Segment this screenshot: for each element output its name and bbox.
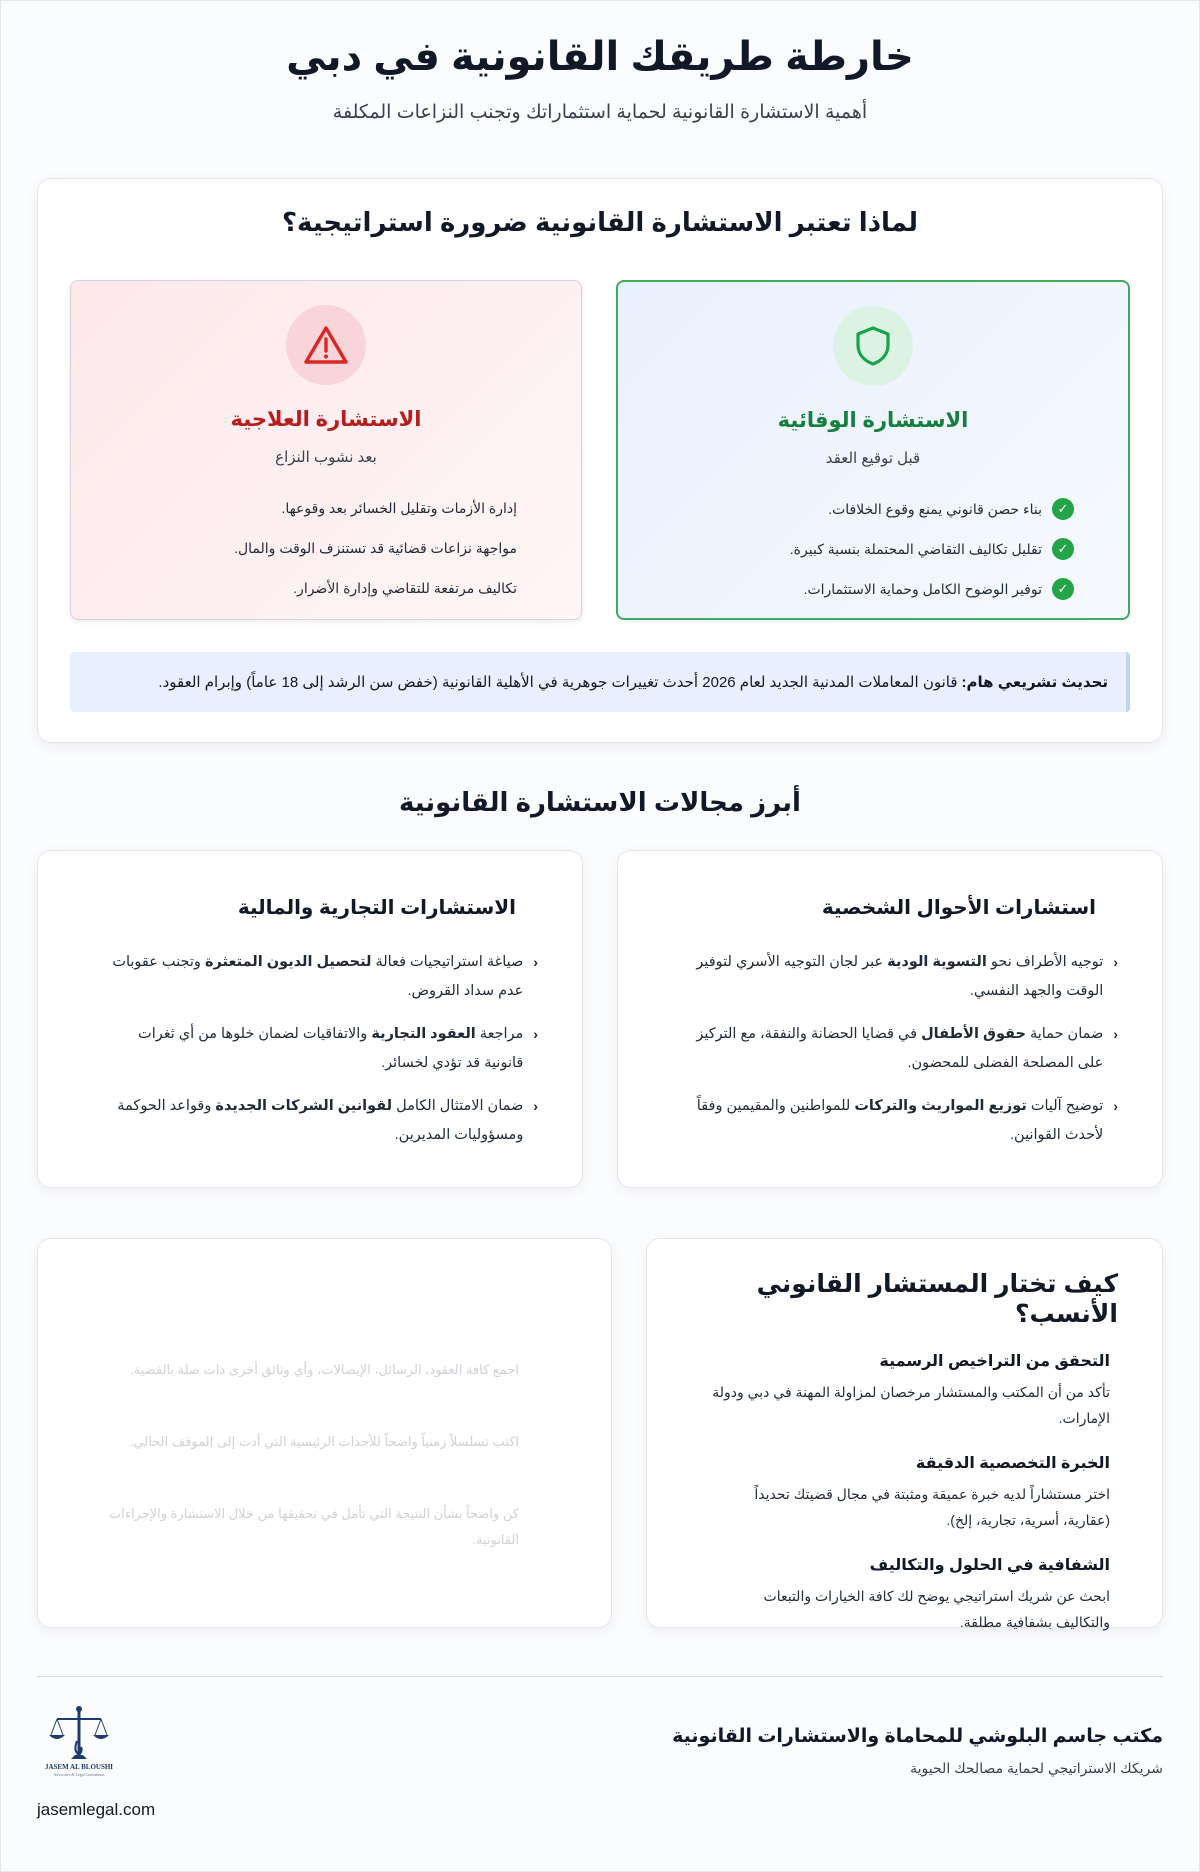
website-link[interactable]: jasemlegal.com <box>37 1800 156 1819</box>
faded-item: كن واضحاً بشأن النتيجة التي تأمل في تحقيقها من خلال الاستشارة والإجراءات القانونية. <box>108 1506 519 1547</box>
office-name: مكتب جاسم البلوشي للمحاماة والاستشارات القانونية <box>672 1726 1163 1747</box>
faded-item: اكتب تسلسلاً زمنياً واضحاً للأحداث الرئيسية التي أدت إلى الموقف الحالي. <box>129 1434 519 1449</box>
legal-update-banner <box>70 652 1130 712</box>
preventive-icon-circle <box>833 306 913 386</box>
list-item <box>98 1020 538 1078</box>
footer <box>37 1676 1163 1820</box>
chevron-left-icon: ‹ <box>1113 1098 1118 1114</box>
check-icon: ✓ <box>1052 578 1074 600</box>
commercial-list <box>98 948 538 1150</box>
page-subtitle: أهمية الاستشارة القانونية لحماية استثماراتك وتجنب النزاعات المكلفة <box>332 102 868 123</box>
list-item-text: ضمان حماية حقوق الأطفال في قضايا الحضانة والنفقة، مع التركيز على المصلحة الفضلى للمحضون. <box>696 1026 1104 1071</box>
list-item <box>98 1092 538 1150</box>
personal-status-card <box>617 850 1163 1188</box>
chevron-left-icon: ‹ <box>533 1026 538 1042</box>
remedial-card <box>70 280 582 620</box>
tip-title: التحقق من التراخيص الرسمية <box>879 1353 1110 1370</box>
preventive-list <box>642 489 1104 609</box>
remedial-list <box>95 488 557 608</box>
commercial-card <box>37 850 583 1188</box>
chevron-left-icon: ‹ <box>1113 1026 1118 1042</box>
list-item-text: توفير الوضوح الكامل وحماية الاستثمارات. <box>803 580 1042 597</box>
update-label: تحديث تشريعي هام: <box>961 674 1108 691</box>
commercial-title: الاستشارات التجارية والمالية <box>237 897 516 919</box>
list-item-text: مواجهة نزاعات قضائية قد تستنزف الوقت والمال. <box>234 539 517 556</box>
list-item-text: تكاليف مرتفعة للتقاضي وإدارة الأضرار. <box>293 579 517 596</box>
areas-grid <box>37 850 1163 1188</box>
hero-header <box>37 1 1163 124</box>
tip-item <box>707 1453 1118 1533</box>
tip-item <box>707 1351 1118 1431</box>
faded-item: اجمع كافة العقود، الرسائل، الإيصالات، وأي وثائق أخرى ذات صلة بالقضية. <box>130 1362 519 1377</box>
remedial-icon-circle <box>286 305 366 385</box>
tip-text: اختر مستشاراً لديه خبرة عميقة ومثبتة في مجال قضيتك تحديداً (عقارية، أسرية، تجارية، إلخ). <box>754 1486 1110 1528</box>
scales-of-justice-logo <box>37 1701 121 1781</box>
list-item-text: صياغة استراتيجيات فعالة لتحصيل الديون المتعثرة وتجنب عقوبات عدم سداد القروض. <box>112 954 524 999</box>
preventive-card <box>616 280 1130 620</box>
why-section <box>37 178 1163 743</box>
chevron-left-icon: ‹ <box>533 954 538 970</box>
consultation-types <box>70 280 1130 620</box>
list-item <box>95 568 517 608</box>
svg-text:JASEM AL BLOUSHI: JASEM AL BLOUSHI <box>44 1763 114 1771</box>
list-item-text: ضمان الامتثال الكامل لقوانين الشركات الجديدة وقواعد الحوكمة ومسؤوليات المديرين. <box>117 1098 524 1143</box>
personal-status-title: استشارات الأحوال الشخصية <box>821 897 1096 919</box>
footer-office-info <box>672 1701 1163 1820</box>
svg-text:Advocates & Legal Consultants: Advocates & Legal Consultants <box>53 1772 105 1777</box>
list-item-text: بناء حصن قانوني يمنع وقوع الخلافات. <box>828 500 1042 517</box>
list-item <box>678 1092 1118 1150</box>
footer-brand <box>37 1701 155 1820</box>
tip-text: ابحث عن شريك استراتيجي يوضح لك كافة الخيارات والتبعات والتكاليف بشفافية مطلقة. <box>763 1588 1110 1630</box>
list-item <box>642 569 1074 609</box>
check-icon: ✓ <box>1052 498 1074 520</box>
list-item <box>98 948 538 1006</box>
chevron-left-icon: ‹ <box>1113 954 1118 970</box>
office-tagline: شريكك الاستراتيجي لحماية مصالحك الحيوية <box>910 1760 1163 1776</box>
remedial-subtitle: بعد نشوب النزاع <box>275 449 377 466</box>
check-icon: ✓ <box>1052 538 1074 560</box>
list-item-text: مراجعة العقود التجارية والاتفاقيات لضمان خلوها من أي ثغرات قانونية قد تؤدي لخسائر. <box>138 1026 524 1071</box>
list-item <box>95 488 517 528</box>
tip-title: الخبرة التخصصية الدقيقة <box>915 1455 1110 1472</box>
shield-icon <box>854 325 892 367</box>
list-item <box>642 489 1074 529</box>
tip-text: تأكد من أن المكتب والمستشار مرخصان لمزاولة المهنة في دبي ودولة الإمارات. <box>712 1384 1110 1426</box>
preparation-card-faded <box>37 1238 612 1628</box>
list-item-text: توجيه الأطراف نحو التسوية الودية عبر لجان التوجيه الأسري لتوفير الوقت والجهد النفسي. <box>696 954 1104 999</box>
list-item <box>678 948 1118 1006</box>
preventive-title: الاستشارة الوقائية <box>777 409 969 432</box>
guidance-row <box>37 1238 1163 1628</box>
areas-title: أبرز مجالات الاستشارة القانونية <box>399 787 801 817</box>
personal-status-list <box>678 948 1118 1150</box>
why-title: لماذا تعتبر الاستشارة القانونية ضرورة استراتيجية؟ <box>281 207 919 237</box>
tip-item <box>707 1555 1118 1635</box>
warning-icon <box>303 324 349 366</box>
choose-advisor-title: كيف تختار المستشار القانوني الأنسب؟ <box>756 1270 1118 1328</box>
list-item <box>95 528 517 568</box>
list-item <box>678 1020 1118 1078</box>
list-item-text: توضيح آليات توزيع المواريث والتركات للمواطنين والمقيمين وفقاً لأحدث القوانين. <box>696 1098 1104 1143</box>
list-item-text: إدارة الأزمات وتقليل الخسائر بعد وقوعها. <box>281 499 517 516</box>
list-item <box>642 529 1074 569</box>
chevron-left-icon: ‹ <box>533 1098 538 1114</box>
choose-advisor-card <box>646 1238 1163 1628</box>
update-text: قانون المعاملات المدنية الجديد لعام 2026 أحدث تغييرات جوهرية في الأهلية القانونية (خفض سن الرشد إلى 18 عاماً) وإبرام العقود. <box>158 674 958 691</box>
list-item-text: تقليل تكاليف التقاضي المحتملة بنسبة كبيرة. <box>789 540 1042 557</box>
tip-title: الشفافية في الحلول والتكاليف <box>869 1557 1110 1574</box>
preventive-subtitle: قبل توقيع العقد <box>825 450 921 467</box>
remedial-title: الاستشارة العلاجية <box>230 408 422 431</box>
page-title: خارطة طريقك القانونية في دبي <box>286 35 914 79</box>
